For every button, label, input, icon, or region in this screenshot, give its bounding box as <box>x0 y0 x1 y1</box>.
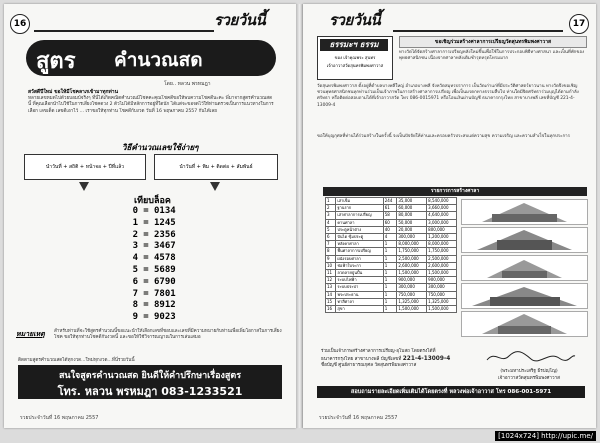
page-number: 16 <box>10 14 30 34</box>
table-row <box>326 306 457 313</box>
byline: โดย.. หลวน พรหมฎา <box>164 81 211 87</box>
note-label: หมายเหตุ <box>16 330 45 338</box>
row-value: 2356 <box>154 229 176 240</box>
table-cell: 3,000,000 <box>427 219 457 226</box>
table-cell: 1 <box>383 255 397 262</box>
temple-illustration <box>461 227 588 253</box>
table-cell: ฐานราก <box>336 205 383 212</box>
table-cell: 3,660,000 <box>427 205 457 212</box>
table-cell: 15 <box>326 298 336 305</box>
signature-name: (พระมหาประเสริฐ ธีรปญฺโญ) <box>500 369 558 374</box>
temple-illustration <box>461 311 588 337</box>
masthead-title: ธรรมะฯ ธรรม <box>320 39 388 51</box>
row-digit: 5 <box>132 264 138 275</box>
table-row <box>124 206 200 218</box>
table-cell: 1 <box>383 270 397 277</box>
contact-line-2: ธนาคารกรุงไทย สาขาบางพลี บัญชีเลขที่ 221-4-13009-4 <box>321 355 451 362</box>
table-cell: 1 <box>383 306 397 313</box>
table-row <box>326 198 457 205</box>
table-cell: 14 <box>326 291 336 298</box>
table-row <box>124 253 200 265</box>
table-cell: 900,000 <box>397 277 427 284</box>
row-value: 0134 <box>154 206 176 216</box>
right-page <box>303 4 596 428</box>
row-equals: = <box>143 312 149 323</box>
table-cell: 1 <box>383 248 397 255</box>
table-cell: 800,000 <box>427 226 457 233</box>
row-digit: 4 <box>132 253 138 264</box>
table-row <box>326 270 457 277</box>
table-row <box>326 219 457 226</box>
table-cell: ประตูหน้าต่าง <box>336 226 383 233</box>
row-value: 4578 <box>154 253 176 264</box>
row-value: 7801 <box>154 288 176 299</box>
page-footer: รวยประจำวันที่ 16 พฤษภาคม 2557 <box>319 415 398 421</box>
row-equals: = <box>143 300 149 311</box>
arrow-down-icon <box>210 182 220 191</box>
table-cell: 61 <box>383 205 397 212</box>
table-row <box>326 241 457 248</box>
table-cell: 4 <box>326 219 336 226</box>
table-row <box>124 218 200 230</box>
table-cell: 1,325,000 <box>427 298 457 305</box>
article-para-2: วัดสุนทรพิมพงศาวาส ตั้งอยู่ที่ตำบลบางพลีใหญ่ อำเภอบางพลี จังหวัดสมุทรปราการ เป็นวัดเก่าแก่ที่มีประวัติศาสตร์ยาวนาน ทางวัดจึงขอเชิญชวนพุทธศาสนิกชนทุกท่านร่วมเป็นเจ้าภาพในการสร้างศาลาการเปรียญ เพื่อเป็นมรดกทางธรรมสืบไป ท่านใดมีจิตศรัทธาร่วมบุญได้ตามกำลังศรัทธา หรือติดต่อสอบถามได้ที่เจ้าอาวาสวัด โทร 086-0015971 หรือโอนเงินผ่านบัญชี ธนาคารกรุงไทย สาขาบางพลี เลขที่บัญชี 221-4-13009-4 <box>317 84 579 108</box>
left-page <box>4 4 296 428</box>
banner-word-2: คำนวณสด <box>114 49 203 71</box>
table-cell: 244 <box>383 198 397 205</box>
table-row <box>124 241 200 253</box>
table-cell: 5 <box>326 226 336 233</box>
table-row <box>326 205 457 212</box>
table-cell: 12 <box>326 277 336 284</box>
signature-icon <box>479 350 579 364</box>
row-digit: 3 <box>132 241 138 252</box>
table-cell: 1 <box>383 241 397 248</box>
row-value: 3467 <box>154 241 176 252</box>
table-row <box>326 262 457 269</box>
table-cell: 1,325,000 <box>397 298 427 305</box>
table-cell: 1 <box>383 262 397 269</box>
number-table <box>124 206 200 324</box>
table-cell: 40 <box>383 226 397 233</box>
table-row <box>326 248 457 255</box>
table-cell: 4,640,000 <box>427 212 457 219</box>
table-cell: 300,000 <box>397 284 427 291</box>
table-row <box>124 265 200 277</box>
temple-illustration <box>461 255 588 281</box>
article-para-3: ขอให้บุญกุศลที่ท่านได้ร่วมสร้างในครั้งนี้ จงเป็นปัจจัยให้ท่านและครอบครัวประสบแต่ความสุข ความเจริญ และความสำเร็จในทุกประการ <box>317 134 570 139</box>
table-cell: 1,500,000 <box>427 306 457 313</box>
masthead-subtitle: ของ เจ้าคุณพระ สุนทร <box>334 55 376 60</box>
table-row <box>326 255 457 262</box>
howto-title: วิธีคำนวณเลขใช้ง่ายๆ <box>122 143 199 152</box>
table-cell: 7 <box>326 241 336 248</box>
article-title: ขอเชิญร่วมสร้างศาลาการเปรียญวัดสุนทรพิมพงศาวาส <box>399 36 587 48</box>
table-cell: 1 <box>383 298 397 305</box>
row-digit: 1 <box>132 217 138 228</box>
row-equals: = <box>143 206 149 216</box>
table-cell: 1,500,000 <box>427 270 457 277</box>
table-cell: พระประธาน <box>336 291 383 298</box>
table-cell: 2,600,000 <box>427 262 457 269</box>
page-footer: รวยประจำวันที่ 16 พฤษภาคม 2557 <box>20 415 99 421</box>
banner-word-1: สูตร <box>36 48 76 74</box>
row-value: 8912 <box>154 300 176 311</box>
table-cell: 750,000 <box>427 291 457 298</box>
table-cell: 900,000 <box>427 277 457 284</box>
temple-illustration <box>461 199 588 225</box>
note-text: สำหรับท่านที่จะใช้สูตรคำนวณนี้ขอแนะนำให้เลือกเลขที่ชอบและเลขที่มีความหมายกับท่านเพื่อเพิ่มโอกาสในการเสี่ยงโชค ขอให้ทุกท่านโชคดีกับงวดนี้ และขอให้ใช้วิจารณญาณในการเล่นเสมอ <box>54 329 282 341</box>
title-banner <box>26 40 276 76</box>
table-cell: ระบบไฟฟ้า <box>336 277 383 284</box>
footer-line: ติดตามสูตรคำนวณสดได้ทุกงวด...ใหม่ทุกงวด...ที่นี่รวยวันนี้ <box>18 358 135 363</box>
table-cell: 1 <box>383 284 397 291</box>
table-cell: 1,500,000 <box>397 270 427 277</box>
row-value: 9023 <box>154 312 176 323</box>
magazine-logo: รวยวันนี้ <box>214 11 266 29</box>
table-row <box>326 284 457 291</box>
table-cell: 8,000,000 <box>427 241 457 248</box>
table-cell: ลวดลายปูนปั้น <box>336 270 383 277</box>
table-cell: 10 <box>326 262 336 269</box>
table-cell: 80,000 <box>397 212 427 219</box>
table-row <box>124 300 200 312</box>
contact-line-1: ร่วมเป็นเจ้าภาพสร้างศาลาการเปรียญ-อุโบสถ โดยตรงได้ที่ <box>321 349 436 354</box>
row-equals: = <box>143 229 149 240</box>
table-cell: 8,540,000 <box>427 198 457 205</box>
header-rule <box>393 30 563 32</box>
row-value: 5689 <box>154 264 176 275</box>
table-cell: สุขา <box>336 306 383 313</box>
table-cell: 60 <box>383 219 397 226</box>
page-gutter <box>296 4 303 428</box>
account-number: 221-4-13009-4 <box>402 355 451 362</box>
cost-table <box>325 197 457 313</box>
row-digit: 7 <box>132 288 138 299</box>
signature-title: เจ้าอาวาสวัดสุนทรพิมพงศาวาส <box>498 376 560 381</box>
contact-line-3: ชื่อบัญชี ศูนย์สาธารณกุศล วัดสุนทรพิมพงศาวาส <box>321 363 417 369</box>
table-row <box>124 312 200 324</box>
table-cell: 58 <box>383 212 397 219</box>
table-row <box>326 298 457 305</box>
table-row <box>326 212 457 219</box>
table-cell: 1,500,000 <box>397 306 427 313</box>
table-cell: ผนังรอบศาลา <box>336 255 383 262</box>
table-cell: 4 <box>383 234 397 241</box>
row-equals: = <box>143 276 149 287</box>
table-cell: 20,000 <box>397 226 427 233</box>
table-cell: 2,500,000 <box>397 255 427 262</box>
table-cell: ช่อฟ้าใบระกา <box>336 262 383 269</box>
table-cell: พื้นศาลาการเปรียญ <box>336 248 383 255</box>
table-cell: 60,000 <box>397 205 427 212</box>
contact-banner-line-1: สนใจสูตรคำนวณสด ยินดีให้คำปรึกษาเรื่องสูตร <box>58 371 242 381</box>
intro-title: สวัสดีปีใหม่ ขอให้มีโชคลาภเข้ามาทุกท่าน <box>28 89 119 95</box>
table-cell: 2,500,000 <box>427 255 457 262</box>
table-cell: 1 <box>326 198 336 205</box>
row-equals: = <box>143 264 149 275</box>
header-rule <box>34 30 214 32</box>
table-cell: 2,600,000 <box>397 262 427 269</box>
table-cell: 9 <box>326 255 336 262</box>
formula-box-left: นำวันที่ + สถิติ + หน้าจอ + ปีที่แล้ว <box>24 154 146 180</box>
row-digit: 0 <box>132 206 138 216</box>
table-cell: 1,200,000 <box>427 234 457 241</box>
table-cell: 1,750,000 <box>427 248 457 255</box>
table-row <box>124 277 200 289</box>
contact-banner-line-2: โทร. หลวน พรหมฎา 083-1233521 <box>57 385 243 398</box>
table-cell: เสาเข็ม <box>336 198 383 205</box>
row-value: 1245 <box>154 217 176 228</box>
formula-box-right: นำวันที่ + พิม + ติดต่อ + สัมพันธ์ <box>154 154 278 180</box>
masthead <box>317 36 393 80</box>
table-cell: ระบบประปา <box>336 284 383 291</box>
temple-illustration <box>461 283 588 309</box>
table-cell: บันได ซุ้มประตู <box>336 234 383 241</box>
row-digit: 6 <box>132 276 138 287</box>
masthead-subtitle-2: เจ้าอาวาสวัดสุนทรพิมพงศาวาส <box>326 63 384 68</box>
table-cell: 750,000 <box>397 291 427 298</box>
table-row <box>326 277 457 284</box>
table-row <box>326 234 457 241</box>
magazine-logo: รวยวันนี้ <box>329 11 381 29</box>
table-cell: ทาสีศาลา <box>336 298 383 305</box>
watermark: [1024x724] http://upic.me/ <box>495 431 596 441</box>
intro-text: หลายเลขหมดไปด้วยบอมบ์จริงๆ ที่นี่ได้เกิดคณิตคำนวณมีโชคคะคุณโชคดีขอให้พบความโชคดีนะคะ พี่มาจากสูตรคำนวณสดนี้ ที่คุณเลือกนำไปใช้ในการเสี่ยงโชคดวง 2 ตัวไม่ได้มีหลักการอยู่ที่ใดนัก ได้แต่จะขอจดไว้ให้ท่านตรวจเป็นการแนวทางในการเลือก เลขเด็ด เลขดีเอาไว้ ... เราขอให้ทุกท่าน โชคดีกับงวด วันที่ 16 พฤษภาคม 2557 กันได้เลย <box>28 96 274 114</box>
table-cell: 6 <box>326 234 336 241</box>
contact-banner <box>18 365 282 399</box>
page-number: 17 <box>569 14 589 34</box>
table-cell: 300,000 <box>427 284 457 291</box>
table-cell: 35,000 <box>397 198 427 205</box>
row-equals: = <box>143 217 149 228</box>
row-equals: = <box>143 241 149 252</box>
table-cell: 13 <box>326 284 336 291</box>
table-cell: 3 <box>326 212 336 219</box>
article-para-1: ทางวัดได้จัดสร้างศาลาการเปรียญหลังใหม่ขึ้นเพื่อใช้ในการประกอบพิธีทางศาสนา และเป็นที่พักของพุทธศาสนิกชน เนื่องจากศาลาหลังเดิมชำรุดทรุดโทรมมาก <box>399 50 585 62</box>
table-cell: 50,000 <box>397 219 427 226</box>
table-cell: 2 <box>326 205 336 212</box>
signature-block <box>479 349 579 383</box>
row-equals: = <box>143 288 149 299</box>
table-cell: คานศาลา <box>336 219 383 226</box>
table-cell: 300,000 <box>397 234 427 241</box>
bottom-contact-bar: สอบถามรายละเอียดเพิ่มเติมได้โดยตรงที่ หลวงพ่อเจ้าอาวาส โทร 086-001-5971 <box>317 386 585 398</box>
row-value: 6790 <box>154 276 176 287</box>
table-title: เทียบล็อค <box>134 196 171 206</box>
table-cell: 8,000,000 <box>397 241 427 248</box>
table-cell: 11 <box>326 270 336 277</box>
table-heading: รายการการสร้างศาลา <box>323 187 587 196</box>
table-cell: เสาศาลาการเปรียญ <box>336 212 383 219</box>
table-row <box>124 289 200 301</box>
table-cell: 16 <box>326 306 336 313</box>
table-cell: 1 <box>383 277 397 284</box>
table-row <box>326 291 457 298</box>
row-digit: 9 <box>132 312 138 323</box>
table-cell: หลังคาศาลา <box>336 241 383 248</box>
row-digit: 2 <box>132 229 138 240</box>
row-digit: 8 <box>132 300 138 311</box>
arrow-down-icon <box>79 182 89 191</box>
table-cell: 1,750,000 <box>397 248 427 255</box>
donation-contact <box>321 349 467 379</box>
table-row <box>326 226 457 233</box>
table-row <box>124 230 200 242</box>
table-cell: 1 <box>383 291 397 298</box>
table-cell: 8 <box>326 248 336 255</box>
row-equals: = <box>143 253 149 264</box>
